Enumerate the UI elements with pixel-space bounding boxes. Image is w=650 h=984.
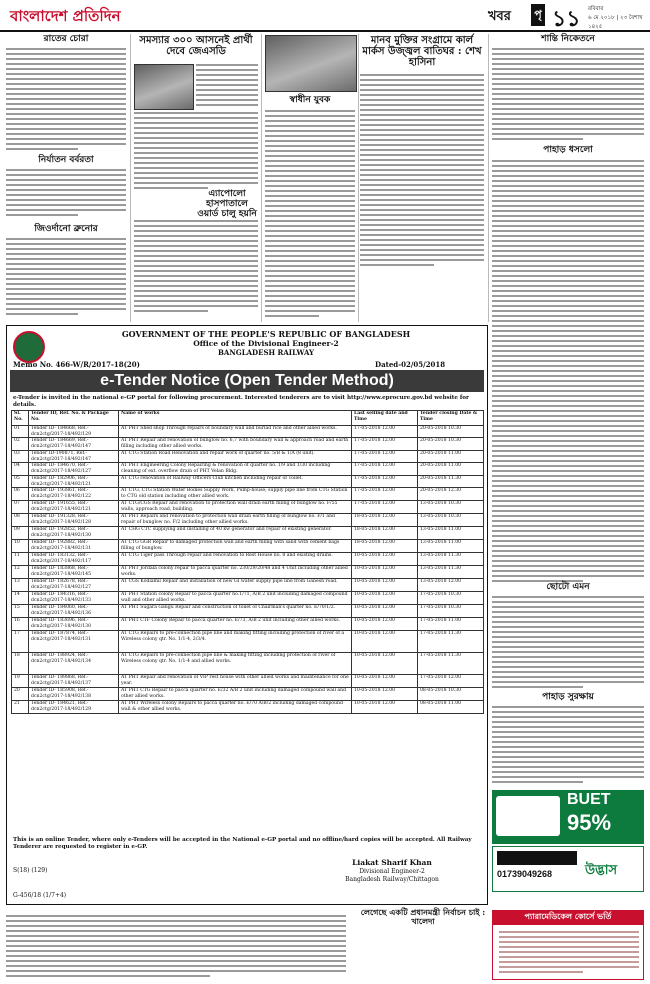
tender-cell: 03 (12, 451, 29, 463)
tender-cell: 13-05-2018 10.30 (418, 514, 484, 527)
headline: পাহাড় সুরক্ষায় (542, 692, 594, 702)
tender-cell: AT PHT Repairs and renovation to protection wall drain earth filling of bunglow no. F/1 and repair of bunglow no. F/2 including other allied works. (119, 514, 352, 527)
railway-logo (13, 331, 45, 363)
tender-cell: 16 (12, 618, 29, 631)
tender-cell: 08-05-2018 11.00 (418, 701, 484, 714)
tender-cell: 18-05-2018 12.00 (352, 527, 418, 540)
tender-cell: 06 (12, 488, 29, 501)
tender-cell: 17-05-2018 12.00 (352, 476, 418, 488)
tender-row (12, 688, 484, 701)
headline: পাহাড় ধসলো (543, 145, 593, 155)
section-name: খবর (488, 9, 511, 24)
tender-cell: AT PHT Shed shop Through repairs of boundary wall and burlad rice and other allied works. (119, 426, 352, 438)
headline: শান্তি নিকেতনে (541, 34, 595, 44)
tender-cell: 17-05-2018 12.00 (352, 426, 418, 438)
tender-cell: AT CTG Tiger pass Through repair and renovation to Rest House no. 8 and existing drains. (119, 553, 352, 566)
tender-cell: 01 (12, 426, 29, 438)
tender-row (12, 631, 484, 653)
tender-cell: Tender ID- 185908, Ref.-dcn2ctg/2017-18/492/138 (29, 688, 119, 701)
tender-cell: 10-05-2018 12.00 (352, 618, 418, 631)
tender-cell: 20-05-2018 12.30 (418, 488, 484, 501)
notice-office: Office of the Divisional Engineer-2 (193, 339, 339, 348)
tender-cell: 17-05-2018 10.30 (418, 592, 484, 605)
tender-cell: 17-05-2018 11.00 (418, 618, 484, 631)
tender-cell: 17-05-2018 12.00 (352, 451, 418, 463)
headline: মানব মুক্তির সংগ্রামে কার্ল মার্কস উজ্জ্বল বাতিঘর : শেখ হাসিনা (362, 35, 482, 68)
tender-cell: 18-05-2018 12.00 (352, 514, 418, 527)
headline: রাতের চোরা (43, 34, 89, 44)
tender-cell: 10-05-2018 12.00 (352, 653, 418, 675)
tender-cell: Tender ID-190871, Ref.-dcn2ctg/2017-18/492/147 (29, 451, 119, 463)
tender-row (12, 514, 484, 527)
column-header: Name of works (119, 411, 352, 426)
signer-org: Bangladesh Railway/Chittagon (345, 875, 439, 883)
tender-cell: 17-05-2018 12.00 (352, 463, 418, 476)
tender-cell: 10-05-2018 12.00 (352, 701, 418, 714)
tender-cell: 10-05-2018 12.00 (352, 553, 418, 566)
tender-cell: 17-05-2018 12.00 (352, 501, 418, 514)
tender-cell: 20-05-2018 11.00 (418, 463, 484, 476)
tender-cell: Tender ID- 183868, Ref.-dcn2ctg/2017-18/492/145 (29, 566, 119, 579)
tender-row (12, 618, 484, 631)
ad-image (496, 796, 560, 836)
headline: সমস্যার ৩০০ আসনেই প্রার্থী দেবে জেএসডি (139, 35, 253, 57)
tender-cell: 13-05-2018 11.00 (418, 527, 484, 540)
tender-cell: 20-05-2018 10.30 (418, 426, 484, 438)
tender-row (12, 605, 484, 618)
tender-cell: 17-05-2018 10.30 (418, 605, 484, 618)
dateline (588, 5, 648, 32)
notice-footer: This is an online Tender, where only e-Tenders will be accepted in the National e-GP portal and no offline/hard copies will be accepted. All Railway Tenderer are requested to register in e-GP. (13, 837, 472, 850)
tender-cell: 13-05-2018 11.00 (418, 540, 484, 553)
column-rule (358, 34, 359, 322)
tender-cell: 17 (12, 631, 29, 653)
ad-text (499, 931, 639, 976)
tender-cell: 21 (12, 701, 29, 714)
tender-row (12, 701, 484, 714)
headline: এ্যাপোলো হাসপাতালে ওয়ার্ড চালু হয়নি (197, 189, 257, 219)
tender-cell: 07 (12, 501, 29, 514)
signer-name: Liakat Sharif Khan (352, 858, 432, 867)
headline: লেগেছে একটি প্রধানমন্ত্রী নির্বাচন চাই : খালেদা (360, 907, 486, 926)
tender-row (12, 527, 484, 540)
tender-cell: 17-05-2018 12.00 (352, 438, 418, 451)
tender-cell: 08 (12, 514, 29, 527)
tender-cell: 15 (12, 605, 29, 618)
tender-cell: 11 (12, 553, 29, 566)
tender-cell: 19 (12, 675, 29, 688)
article-text (6, 169, 126, 219)
article-text (360, 74, 484, 269)
tender-row (12, 501, 484, 514)
headline: নির্যাতন বর্বরতা (38, 155, 94, 165)
ad-phone: 01739049268 (497, 869, 553, 879)
tender-cell: Tender ID- 193861, Ref.-dcn2ctg/2017-18/492/122 (29, 488, 119, 501)
notice-railway: BANGLADESH RAILWAY (217, 348, 315, 357)
tender-row (12, 426, 484, 438)
notice-memo: Memo No. 466-W/R/2017-18(20) (13, 360, 140, 369)
ad-banner (497, 851, 577, 865)
tender-cell: 10-05-2018 12.00 (352, 605, 418, 618)
tender-row (12, 488, 484, 501)
notice-code: S(18) (129) (13, 867, 48, 874)
tender-cell: Tender ID- 183132, Ref.-dcn2ctg/2017-18/492/117 (29, 553, 119, 566)
tender-table (11, 410, 484, 714)
tender-cell: AT CGS Kodiamil Repair and installation of new GI water supply pipe line from Ganesh road. (119, 579, 352, 592)
tender-cell: AT CTG, CTG Station Water Bodies Supply Work, Pump-house; supply pipe line from CTG Station to CTG old station including other allied work. (119, 488, 352, 501)
column-rule (261, 34, 262, 322)
tender-cell: AT PHT Repair and renovation of bunglow no. 6,7 with boundary wall & approach road and earth filling including other allied works. (119, 438, 352, 451)
tender-cell: 20-05-2018 11.30 (418, 476, 484, 488)
tender-notice (6, 325, 488, 905)
tender-cell: 04 (12, 463, 29, 476)
tender-cell: AT PHT Engineering Colony Repairing & renovation of quarter no. 1/9 and 1/30 including cleaning of ext. overflow drain of PHT Velan Bldg. (119, 463, 352, 476)
column-rule (488, 34, 489, 322)
tender-row (12, 451, 484, 463)
tender-cell: 10 (12, 540, 29, 553)
news-photo (134, 64, 194, 110)
article-text (196, 64, 258, 109)
column-header: Last selling date and Time (352, 411, 418, 426)
tender-cell: Tender ID- 188924, Ref.-dcn2ctg/2017-18/492/134 (29, 653, 119, 675)
tender-cell: AT PHT Station colony Repair to pacca quarter no.1/71, A/B 2 unit including damaged compound wall and other allied works. (119, 592, 352, 605)
tender-row (12, 653, 484, 675)
tender-cell: AT PHT Wireless colony Repairs to pacca quarter no. E/70 A/B/2 including damaged compound wall & other allied works. (119, 701, 352, 714)
tender-cell: AT CTG renovation of Railway Officers Club kitchen including repair of Toilet. (119, 476, 352, 488)
udvash-advertisement[interactable] (492, 846, 644, 892)
tender-cell: AT PHT CTF Colony Repair to pacca quarter no. E/73, A/B 2 unit including other allied works. (119, 618, 352, 631)
tender-cell: Tender ID- 191328, Ref.-dcn2ctg/2017-18/492/128 (29, 514, 119, 527)
ad-brand: উদ্ভাস (585, 862, 618, 877)
tender-cell: AT PHT Jordala colony repair to pacca quarter no. 230/29/20/48 and 4 Unit including other allied works. (119, 566, 352, 579)
tender-cell: Tender ID- 191655, Ref.-dcn2ctg/2017-18/492/121 (29, 501, 119, 514)
tender-cell: AT CTG Repairs to pre-connection pipe line and making fitting including protection of river of a Wireless colony qtr. No. 1/1-4, 2/3/4. (119, 631, 352, 653)
tender-cell: 17-05-2018 11.30 (418, 653, 484, 675)
tender-cell: 13 (12, 579, 29, 592)
column-header: Tender ID, Ref. No. & Package No. (29, 411, 119, 426)
tender-row (12, 579, 484, 592)
notice-government: GOVERNMENT OF THE PEOPLE'S REPUBLIC OF BANGLADESH (121, 329, 411, 339)
column-rule (130, 34, 131, 322)
tender-cell: AT PHT Repair and renovation of VIP rest house with other allied works and maintenance for one year. (119, 675, 352, 688)
column-header: Sl. No. (12, 411, 29, 426)
tender-cell: AT CTG Station Road Renovation and repair work of quarter no. 5/B & 1/A (8 unit). (119, 451, 352, 463)
tender-cell: 10-05-2018 12.00 (352, 592, 418, 605)
tender-cell: AT PHT CTG Repair to pacca quarter no. E/32 A/B 2 unit including damaged compound wall and other allied works. (119, 688, 352, 701)
tender-row (12, 540, 484, 553)
tender-cell: 10-05-2018 12.00 (352, 688, 418, 701)
tender-table-header (12, 411, 484, 426)
tender-cell: 09 (12, 527, 29, 540)
article-text (6, 238, 126, 318)
notice-code: G-456/18 (1/7+4) (13, 892, 67, 899)
dateline-day: রবিবার (588, 6, 604, 12)
page-number: ১১ (552, 6, 581, 32)
article-text (134, 112, 258, 192)
tender-cell: AT CTG GGR Repair to damaged protection wall and earth filling with sand with cement bags filling of bunglow. (119, 540, 352, 553)
tender-cell: 02 (12, 438, 29, 451)
notice-intro: e-Tender is invited in the national e-GP portal for following procurement. Interested tenderers are to visit http://www.eprocure.gov.bd website for details. (13, 395, 469, 408)
tender-cell: 14 (12, 592, 29, 605)
tender-row (12, 675, 484, 688)
article-text (134, 220, 258, 315)
tender-cell: 13-05-2018 10.30 (418, 501, 484, 514)
tender-cell: 13-05-2018 12.00 (418, 579, 484, 592)
notice-date: Dated-02/05/2018 (375, 360, 446, 369)
tender-cell: 10-05-2018 12.00 (352, 675, 418, 688)
ad-title: প্যারামেডিকেল কোর্সে ভর্তি (524, 911, 612, 921)
tender-cell: Tender ID- 184670, Ref.-dcn2ctg/2017-18/492/127 (29, 463, 119, 476)
tender-cell: Tender ID- 187874, Ref.-dcn2ctg/2017-18/492/131 (29, 631, 119, 653)
article-text (492, 48, 644, 143)
tender-cell: 17-05-2018 11.30 (418, 631, 484, 653)
tender-row (12, 438, 484, 451)
tender-cell: Tender ID- 183696, Ref.-dcn2ctg/2017-18/492/130 (29, 618, 119, 631)
article-text (265, 110, 355, 320)
tender-cell: 10-05-2018 12.00 (352, 566, 418, 579)
tender-cell: Tender ID- 182906, Ref.-dcn2ctg/2017-18/492/121 (29, 476, 119, 488)
article-text (492, 160, 644, 585)
news-photo (265, 35, 357, 92)
tender-cell: 17-05-2018 12.00 (418, 675, 484, 688)
tender-cell: 08-05-2018 10.30 (418, 688, 484, 701)
tender-cell: Tender ID- 184060, Ref.-dcn2ctg/2017-18/492/136 (29, 605, 119, 618)
ad-percent: 95% (567, 810, 612, 835)
tender-cell: 18 (12, 653, 29, 675)
tender-cell: 10-05-2018 12.00 (352, 631, 418, 653)
tender-cell: Tender ID- 192882, Ref.-dcn2ctg/2017-18/492/131 (29, 540, 119, 553)
article-text (492, 706, 644, 786)
buet-advertisement[interactable] (492, 790, 644, 844)
tender-cell: AT CTG/CGS Repair and renovation to protection wall drain earth filling of bunglow no. F/55 walls, approach road, building. (119, 501, 352, 514)
tender-cell: 05 (12, 476, 29, 488)
article-text (6, 48, 126, 153)
tender-row (12, 476, 484, 488)
tender-cell: AT PHT Sugara Gangu Repair and construction of toilet of Chairman's quarter no. E/70/1/2. (119, 605, 352, 618)
tender-cell: Tender ID- 184668, Ref.-dcn2ctg/2017-18/492/129 (29, 426, 119, 438)
tender-cell: 10-05-2018 12.00 (352, 579, 418, 592)
tender-cell: Tender ID- 184669, Ref.-dcn2ctg/2017-18/492/147 (29, 438, 119, 451)
dateline-date: ৬ মে ২০১৮ | ২৩ বৈশাখ ১৪২৫ (588, 15, 643, 30)
signature-block (307, 858, 477, 883)
tender-cell: Tender ID- 189868, Ref.-dcn2ctg/2017-18/492/137 (29, 675, 119, 688)
headline: স্বাধীন যুবক (289, 95, 331, 105)
article-text (492, 596, 644, 691)
masthead (0, 0, 650, 32)
tender-row (12, 566, 484, 579)
tender-cell: Tender ID- 192852, Ref.-dcn2ctg/2017-18/492/130 (29, 527, 119, 540)
headline: জিওর্দানো ব্রুনোর (34, 224, 98, 234)
tender-cell: 20-05-2018 10.30 (418, 438, 484, 451)
tender-cell: Tender ID- 184621, Ref.-dcn2ctg/2017-18/492/129 (29, 701, 119, 714)
newspaper-title: বাংলাদেশ প্রতিদিন (10, 7, 121, 25)
tender-cell: Tender ID- 184316, Ref.-dcn2ctg/2017-18/492/133 (29, 592, 119, 605)
tender-cell: AT CHG CTC supplying and installing of 40 kw generator and repair of existing generator. (119, 527, 352, 540)
tender-row (12, 553, 484, 566)
paramedical-advertisement[interactable] (492, 910, 644, 980)
tender-cell: 12 (12, 566, 29, 579)
tender-row (12, 463, 484, 476)
column-header: Tender closing Date & Time (418, 411, 484, 426)
article-text (6, 915, 346, 980)
headline: ছোটো এমন (546, 582, 590, 592)
section-badge: পৃ (531, 4, 545, 26)
tender-row (12, 592, 484, 605)
tender-cell: 20-05-2018 11.00 (418, 451, 484, 463)
tender-cell: 13-05-2018 11.30 (418, 553, 484, 566)
notice-title: e-Tender Notice (Open Tender Method) (10, 370, 484, 392)
signer-title: Divisional Engineer-2 (359, 868, 425, 875)
tender-cell: AT CTG Repairs to pre-connection pipe line & making fitting including protection of river of Wireless colony qtr. No. 1/1-4 and allied works. (119, 653, 352, 675)
ad-title: BUET (567, 791, 611, 808)
tender-cell: 18-05-2018 12.00 (352, 540, 418, 553)
tender-cell: 17-05-2018 12.00 (352, 488, 418, 501)
tender-cell: 13-05-2018 11.30 (418, 566, 484, 579)
tender-cell: 20 (12, 688, 29, 701)
tender-cell: Tender ID- 182678, Ref.-dcn2ctg/2017-18/492/127 (29, 579, 119, 592)
